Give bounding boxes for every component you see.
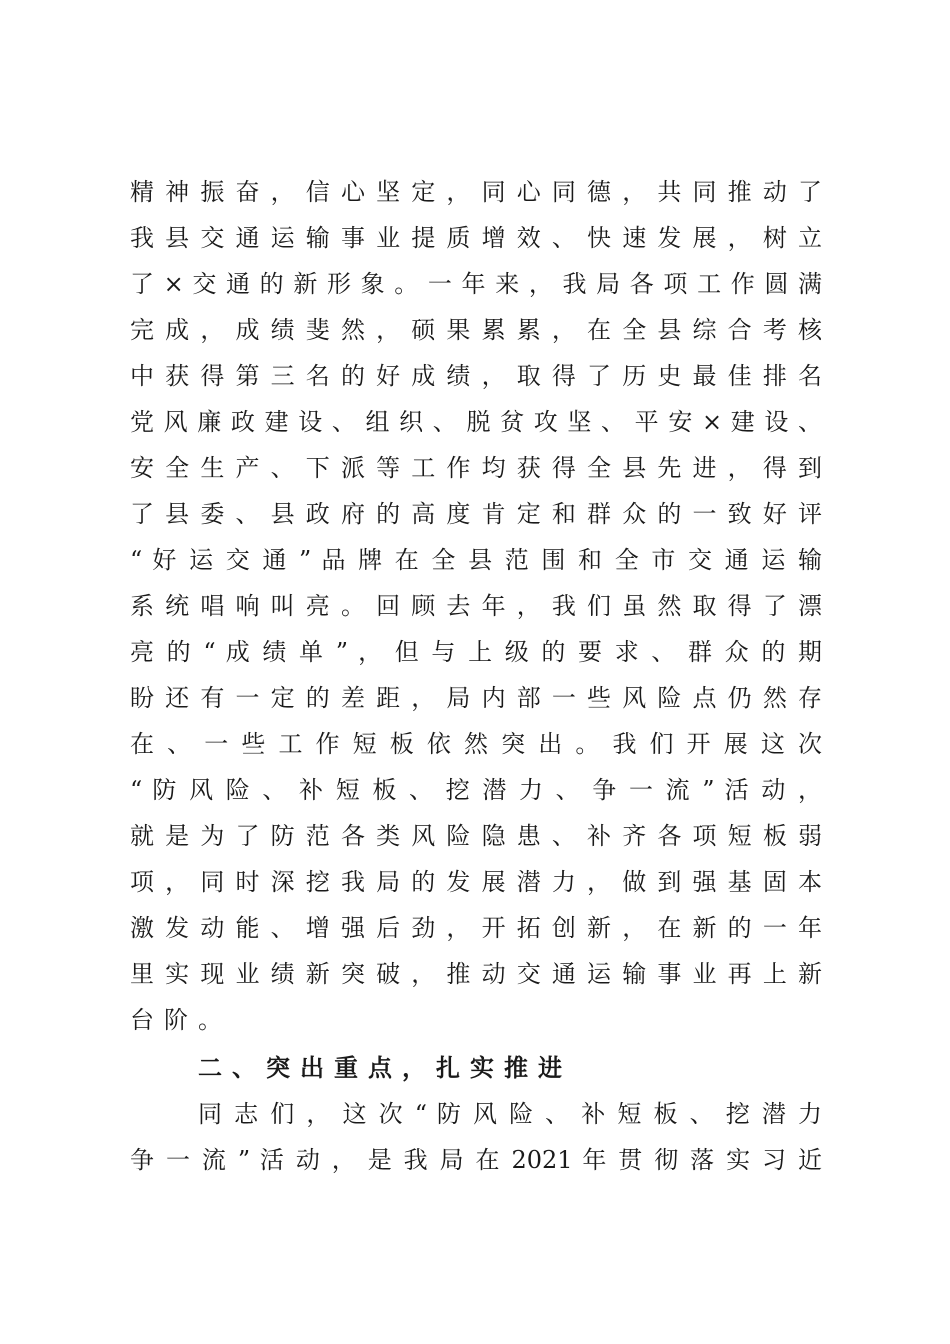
body-text-line: 里 实 现 业 绩 新 突 破 ， 推 动 交 通 运 输 事 业 再 上 新: [130, 960, 822, 988]
body-text-line: 我 县 交 通 运 输 事 业 提 质 增 效 、 快 速 发 展 ， 树 立: [130, 224, 822, 252]
body-text-line: 党 风 廉 政 建 设 、 组 织 、 脱 贫 攻 坚 、 平 安 × 建 设 、: [130, 408, 822, 436]
body-text-line: 亮 的 “ 成 绩 单 ” ， 但 与 上 级 的 要 求 、 群 众 的 期: [130, 638, 822, 666]
body-text-line: 就 是 为 了 防 范 各 类 风 险 隐 患 、 补 齐 各 项 短 板 弱: [130, 822, 822, 850]
body-text-line: 争 一 流 ” 活 动 ， 是 我 局 在 2021 年 贯 彻 落 实 习 近: [130, 1146, 822, 1174]
body-text-line: “ 好 运 交 通 ” 品 牌 在 全 县 范 围 和 全 市 交 通 运 输: [130, 546, 822, 574]
section-heading: 二、突出重点，扎实推进: [198, 1054, 572, 1082]
body-text-line: 了 县 委 、 县 政 府 的 高 度 肯 定 和 群 众 的 一 致 好 评: [130, 500, 822, 528]
body-text-line: “ 防 风 险 、 补 短 板 、 挖 潜 力 、 争 一 流 ” 活 动 ，: [130, 776, 822, 804]
body-text-line: 激 发 动 能 、 增 强 后 劲 ， 开 拓 创 新 ， 在 新 的 一 年: [130, 914, 822, 942]
body-text-line: 中 获 得 第 三 名 的 好 成 绩 ， 取 得 了 历 史 最 佳 排 名: [130, 362, 822, 390]
body-text-line: 在 、 一 些 工 作 短 板 依 然 突 出 。 我 们 开 展 这 次: [130, 730, 822, 758]
body-text-line: 了 × 交 通 的 新 形 象 。 一 年 来 ， 我 局 各 项 工 作 圆 满: [130, 270, 822, 298]
body-text-line: 项 ， 同 时 深 挖 我 局 的 发 展 潜 力 ， 做 到 强 基 固 本: [130, 868, 822, 896]
body-text-line: 系 统 唱 响 叫 亮 。 回 顾 去 年 ， 我 们 虽 然 取 得 了 漂: [130, 592, 822, 620]
body-text-line: 精 神 振 奋 ， 信 心 坚 定 ， 同 心 同 德 ， 共 同 推 动 了: [130, 178, 822, 206]
body-text-line: 完 成 ， 成 绩 斐 然 ， 硕 果 累 累 ， 在 全 县 综 合 考 核: [130, 316, 822, 344]
body-text-line: 盼 还 有 一 定 的 差 距 ， 局 内 部 一 些 风 险 点 仍 然 存: [130, 684, 822, 712]
body-text-line: 台阶。: [130, 1006, 232, 1034]
body-text-line: 安 全 生 产 、 下 派 等 工 作 均 获 得 全 县 先 进 ， 得 到: [130, 454, 822, 482]
body-text-line: 同 志 们 ， 这 次 “ 防 风 险 、 补 短 板 、 挖 潜 力: [198, 1100, 822, 1128]
